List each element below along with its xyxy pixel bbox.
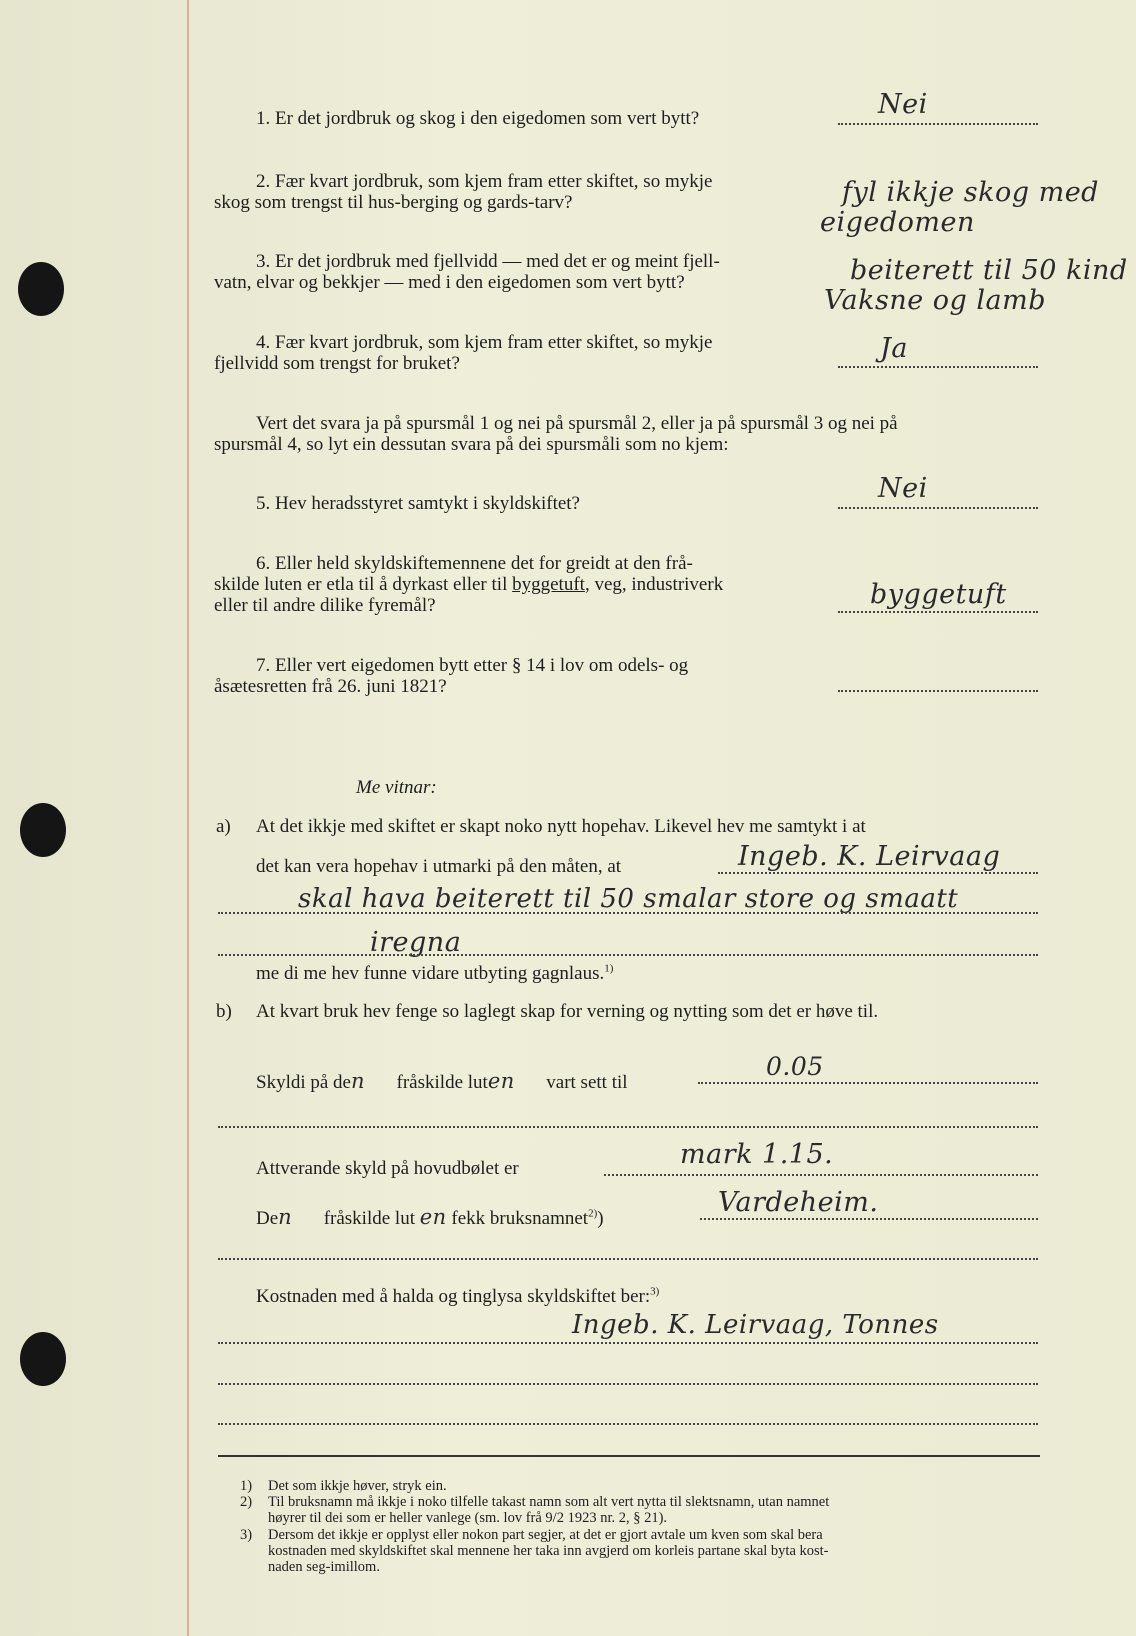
question-6-line3: eller til andre dilike fyremål? — [214, 595, 436, 616]
witness-a-line2: det kan vera hopehav i utmarki på den måten, at — [256, 856, 622, 877]
question-4-line2: fjellvidd som trengst for bruket? — [214, 353, 460, 374]
bruksnamn-hand-suffix: en — [419, 1205, 447, 1229]
footnote-rule — [218, 1455, 1040, 1457]
skyld-hand-suffix: en — [487, 1069, 515, 1093]
answer-3-line1: beiterett til 50 kind — [850, 255, 1128, 286]
question-6-line1: 6. Eller held skyldskiftemennene det for greidt at den frå- — [256, 553, 693, 574]
rest-value: mark 1.15. — [680, 1139, 834, 1170]
bruksnamn-row — [256, 1202, 604, 1232]
margin-line — [187, 0, 189, 1636]
question-3-line2: vatn, elvar og bekkjer — med i den eigedomen som vert bytt? — [214, 272, 685, 293]
footnote-text: kostnaden med skyldskiftet skal mennene her taka inn avgjerd om korleis partane skal byta kost- — [268, 1543, 829, 1559]
footnote-2 — [240, 1494, 830, 1510]
footnote-text: naden seg-imillom. — [268, 1559, 380, 1575]
answer-line — [838, 366, 1038, 368]
footnote-2-cont — [268, 1510, 667, 1526]
witness-a-line3 — [256, 963, 613, 985]
question-4-line1: 4. Fær kvart jordbruk, som kjem fram etter skiftet, so mykje — [256, 332, 713, 353]
answer-line — [218, 954, 1038, 956]
cost-label-text: Kostnaden med å halda og tinglysa skyldskiftet ber: — [256, 1286, 651, 1307]
question-6-line2-text: , veg, industriverk — [584, 574, 724, 595]
answer-6: byggetuft — [870, 579, 1007, 610]
footnote-3 — [240, 1527, 823, 1543]
answer-line — [838, 611, 1038, 613]
footnote-text: Til bruksnamn må ikkje i noko tilfelle takast namn som alt vert nytta til slektsnamn, utan namnet — [268, 1494, 830, 1510]
bruksnamn-label: fråskilde lut — [323, 1208, 415, 1229]
answer-2-line1: fyl ikkje skog med — [842, 177, 1099, 208]
answer-5: Nei — [878, 473, 928, 504]
footnote-number: 2) — [240, 1494, 253, 1510]
answer-line — [218, 1126, 1038, 1128]
question-5: 5. Hev heradsstyret samtykt i skyldskiftet? — [256, 493, 580, 514]
punch-hole — [20, 1332, 66, 1386]
footnote-1 — [240, 1478, 447, 1494]
skyld-label: fråskilde lut — [396, 1072, 488, 1093]
skyld-label: vart sett til — [546, 1072, 628, 1093]
footnote-ref: 3) — [650, 1285, 660, 1298]
witness-a-hand1: Ingeb. K. Leirvaag — [738, 841, 1001, 872]
intro-line2: spursmål 4, so lyt ein dessutan svara på dei spursmåli som no kjem: — [214, 434, 729, 455]
question-6-line2-text: skilde luten er etla til å dyrkast eller til — [214, 574, 513, 595]
answer-line — [838, 690, 1038, 692]
answer-line — [838, 507, 1038, 509]
footnote-number: 3) — [240, 1527, 253, 1543]
footnote-ref: 2) — [588, 1207, 598, 1220]
question-6-underlined-word: byggetuft — [512, 574, 585, 595]
bruksnamn-value: Vardeheim. — [718, 1187, 879, 1218]
question-2-line2: skog som trengst til hus-berging og gards-tarv? — [214, 192, 573, 213]
question-6-line2 — [214, 574, 723, 596]
cost-label — [256, 1286, 659, 1308]
answer-line — [700, 1218, 1038, 1220]
answer-line — [218, 1383, 1038, 1385]
bruksnamn-label: fekk bruksnamnet — [451, 1208, 589, 1229]
footnote-3-cont — [268, 1543, 829, 1559]
skyld-value: 0.05 — [766, 1052, 824, 1081]
item-a-label: a) — [216, 816, 231, 837]
cost-value: Ingeb. K. Leirvaag, Tonnes — [572, 1310, 939, 1340]
answer-line — [698, 1082, 1038, 1084]
witness-a-line1: At det ikkje med skiftet er skapt noko nytt hopehav. Likevel hev me samtykt i at — [256, 816, 866, 837]
answer-line — [218, 912, 1038, 914]
punch-hole — [20, 803, 66, 857]
answer-4: Ja — [880, 333, 908, 364]
item-b-label: b) — [216, 1001, 232, 1022]
bruksnamn-label: ) — [597, 1208, 604, 1229]
question-1: 1. Er det jordbruk og skog i den eigedomen som vert bytt? — [256, 108, 700, 129]
bruksnamn-label: De — [256, 1208, 279, 1229]
witness-a-hand3: iregna — [370, 927, 462, 958]
question-2-line1: 2. Fær kvart jordbruk, som kjem fram etter skiftet, so mykje — [256, 171, 713, 192]
punch-hole — [18, 262, 64, 316]
witness-b-line: At kvart bruk hev fenge so laglegt skap for verning og nytting som det er høve til. — [256, 1001, 879, 1022]
answer-line — [218, 1423, 1038, 1425]
intro-line1: Vert det svara ja på spursmål 1 og nei på spursmål 2, eller ja på spursmål 3 og nei på — [256, 413, 898, 434]
witness-a-hand2: skal hava beiterett til 50 smalar store og smaatt — [298, 884, 959, 914]
question-3-line1: 3. Er det jordbruk med fjellvidd — med det er og meint fjell- — [256, 251, 720, 272]
footnote-text: Det som ikkje høver, stryk ein. — [268, 1478, 447, 1494]
footnote-text: Dersom det ikkje er opplyst eller nokon part segjer, at det er gjort avtale um kven som skal bera — [268, 1527, 823, 1543]
answer-line — [218, 1258, 1038, 1260]
witness-a-line3-text: me di me hev funne vidare utbyting gagnlaus. — [256, 963, 605, 984]
skyld-hand-suffix: n — [351, 1069, 366, 1093]
footnote-3-cont — [268, 1559, 380, 1575]
footnote-text: høyrer til dei som er heller vanlege (sm. lov frå 9/2 1923 nr. 2, § 21). — [268, 1510, 668, 1526]
answer-line — [604, 1174, 1038, 1176]
answer-line — [218, 1342, 1038, 1344]
bruksnamn-hand-suffix: n — [278, 1205, 293, 1229]
answer-3-line2: Vaksne og lamb — [824, 285, 1047, 316]
skyld-row — [256, 1066, 628, 1096]
answer-line — [718, 872, 1038, 874]
answer-line — [838, 123, 1038, 125]
footnote-number: 1) — [240, 1478, 253, 1494]
rest-label: Attverande skyld på hovudbølet er — [256, 1158, 519, 1179]
question-7-line1: 7. Eller vert eigedomen bytt etter § 14 i lov om odels- og — [256, 655, 689, 676]
answer-2-line2: eigedomen — [820, 207, 975, 238]
question-7-line2: åsætesretten frå 26. juni 1821? — [214, 676, 447, 697]
footnote-ref: 1) — [604, 962, 614, 975]
witness-heading: Me vitnar: — [356, 777, 437, 798]
skyld-label: Skyldi på de — [256, 1072, 351, 1093]
answer-1: Nei — [878, 89, 928, 120]
